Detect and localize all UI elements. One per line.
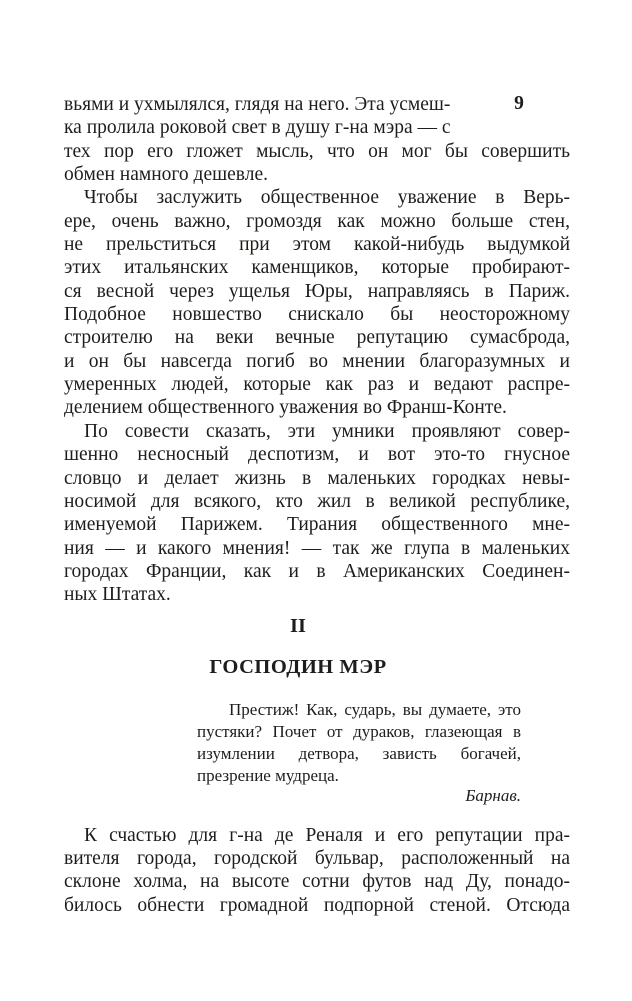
text-line: ере, очень важно, громоздя как можно больше стен,: [64, 210, 570, 232]
text-line: пустяки? Почет от дураков, глазеющая в: [197, 721, 521, 741]
text-line: ния — и какого мнения! — так же глупа в маленьких: [64, 537, 570, 559]
text-line: ка пролила роковой свет в душу г-на мэра — с: [64, 117, 451, 139]
text-line: К счастью для г-на де Реналя и его репутации пра-: [84, 824, 570, 846]
text-column: [64, 93, 570, 917]
text-line: носимой для всякого, кто жил в великой республике,: [64, 490, 570, 512]
text-line: делением общественного уважения во Франш-Конте.: [64, 397, 507, 419]
text-line: склоне холма, на высоте сотни футов над Ду, понадо-: [64, 871, 570, 893]
text-line: словцо и делает жизнь в маленьких городках невы-: [64, 467, 570, 489]
text-line: умеренных людей, которые как раз и ведают распре-: [64, 374, 570, 396]
text-line: строителю на веки вечные репутацию сумасброда,: [64, 327, 570, 349]
paragraph-3: [64, 420, 570, 607]
text-line: и он бы навсегда погиб во мнении благоразумных и: [64, 350, 570, 372]
text-line: тех пор его гложет мысль, что он мог бы совершить: [64, 140, 570, 162]
epigraph: [197, 699, 521, 807]
text-line: По совести сказать, эти умники проявляют совер-: [84, 420, 570, 442]
text-line: Чтобы заслужить общественное уважение в Верь-: [84, 187, 570, 209]
text-line: ных Штатах.: [64, 584, 171, 606]
text-line: вителя города, городской бульвар, расположенный на: [64, 847, 570, 869]
paragraph-continuation: [64, 93, 570, 186]
text-line: вьями и ухмылялся, глядя на него. Эта усмеш-: [64, 94, 451, 115]
chapter-number: II: [290, 614, 306, 637]
text-line: Подобное новшество снискало бы неосторожному: [64, 304, 570, 326]
paragraph-4: [64, 824, 570, 917]
epigraph-attribution: Барнав.: [465, 785, 521, 805]
text-line: именуемой Парижем. Тирания общественного мне-: [64, 514, 570, 536]
text-line: изумлении детвора, зависть богачей,: [197, 743, 521, 763]
chapter-title: ГОСПОДИН МЭР: [209, 655, 387, 678]
paragraph-2: [64, 186, 570, 419]
text-line: не прельститься при этом какой-нибудь выдумкой: [64, 234, 570, 256]
text-line: Престиж! Как, сударь, вы думаете, это: [229, 699, 521, 719]
text-line: билось обнести громадной подпорной стеной. Отсюда: [64, 894, 570, 916]
text-line: обмен намного дешевле.: [64, 164, 268, 186]
page-number: 9: [514, 93, 524, 114]
text-line: городах Франции, как и в Американских Соединен-: [64, 560, 570, 582]
text-line: ся весной через ущелья Юры, направляясь в Париж.: [64, 280, 570, 302]
text-line: презрение мудреца.: [197, 765, 339, 785]
text-line: этих итальянских каменщиков, которые пробирают-: [64, 257, 570, 279]
epigraph-text: [197, 699, 521, 787]
text-line: шенно несносный деспотизм, и вот это-то гнусное: [64, 444, 570, 466]
